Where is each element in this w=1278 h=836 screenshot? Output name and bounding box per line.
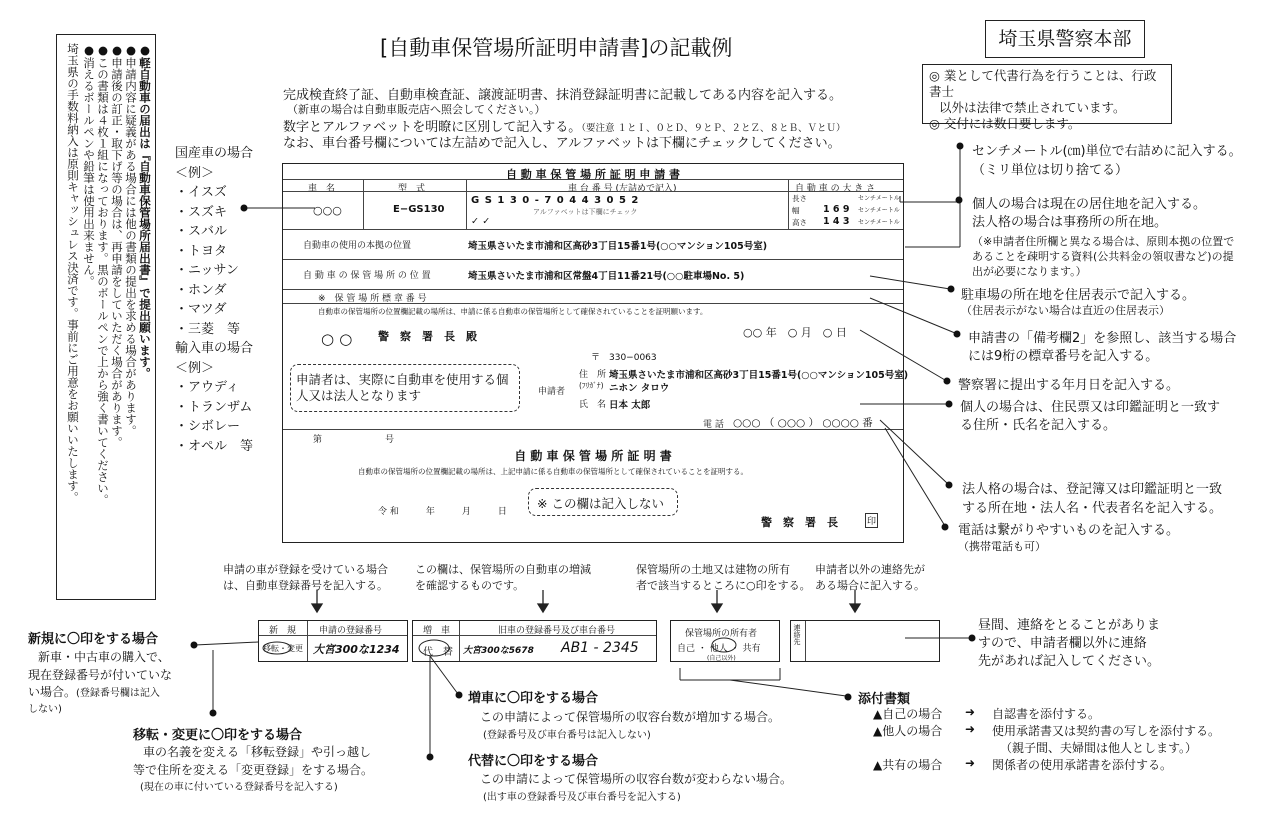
note-individual: る住所・氏名を記入する。	[960, 418, 1117, 433]
note-base-sub: あることを疎明する資料(公共料金の領収書など)の提	[972, 250, 1234, 263]
size-label-length: 長さ	[792, 194, 807, 203]
maker-item: ・スバル	[175, 224, 228, 239]
contact-note: 昼間、連絡をとることがありま	[978, 618, 1161, 633]
chassis-check: ✓ ✓	[471, 216, 491, 227]
certify-request: 自動車の保管場所の位置欄記載の場所は、申請に係る自動車の保管場所として確保されていることを証明願います。	[318, 307, 708, 316]
maker-item: ・マツダ	[175, 302, 227, 317]
col-model: 型 式	[398, 184, 426, 194]
attachment-shared-text: 関係者の使用承諾書を添付する。	[992, 758, 1173, 772]
car-name-value: ○○○	[313, 204, 342, 217]
box-owner-sub: (自己以外)	[707, 655, 736, 662]
note-owner: 保管場所の土地又は建物の所有	[636, 563, 790, 576]
note-registration: 申請の車が登録を受けている場合	[223, 563, 388, 576]
new-text: 新車・中古車の購入で、	[38, 650, 170, 664]
note-contact: 申請者以外の連絡先が	[815, 563, 925, 576]
note-contact: ある場合に記入する。	[815, 579, 925, 592]
note-storage: 駐車場の所在地を住居表示で記入する。	[961, 288, 1196, 303]
police-chief: 警 察 署 長	[761, 516, 838, 529]
notice-line-5: ●消えるボールペンや鉛筆は使用出来ません。	[82, 43, 96, 287]
maker-item: ・シボレー	[175, 419, 241, 434]
arrow-icon: ➜	[965, 756, 976, 770]
maker-item: ・トランザム	[175, 399, 253, 415]
maker-item: ・スズキ	[175, 204, 228, 220]
note-individual: 個人の場合は、住民票又は印鑑証明と一致す	[960, 400, 1221, 415]
maker-heading: 輸入車の場合	[175, 341, 254, 356]
note-mark: には9桁の標章番号を記入する。	[968, 349, 1159, 364]
note-corporate: する所在地・法人名・代表者名を記入する。	[962, 501, 1223, 516]
maker-example: ＜例＞	[175, 360, 215, 376]
postal-code: 〒 330−0063	[591, 353, 657, 363]
page-title: [自動車保管場所証明申請書]の記載例	[380, 36, 733, 60]
maker-item: ・オペル 等	[175, 438, 254, 454]
notice-line-6: 埼玉県の手数料納入は原則キャッシュレス決済です。事前にご用意をお願いいたします。	[66, 43, 80, 503]
chassis-value: G S 1 3 0 - 7 0 4 4 3 0 5 2	[471, 195, 640, 206]
attachment-shared: ▲共有の場合	[873, 758, 943, 772]
chassis-hint: アルファベットは下欄にチェック	[533, 208, 638, 216]
cert-number: 第 号	[313, 435, 395, 445]
police-hq-label: 埼玉県警察本部	[985, 20, 1145, 58]
box-owner-label: 保管場所の所有者	[685, 629, 758, 639]
warning-line: ◎ 交付には数日要します。	[929, 116, 1081, 131]
maker-heading: 国産車の場合	[175, 146, 254, 161]
size-value-width: 1 6 9	[823, 204, 850, 215]
mark-label: ※ 保 管 場 所 標 章 番 号	[318, 294, 427, 304]
storage-value: 埼玉県さいたま市浦和区常盤4丁目11番21号(○○駐車場No. 5)	[468, 271, 745, 282]
maker-item: ・ホンダ	[175, 282, 227, 298]
instruction-line: 完成検査終了証、自動車検査証、譲渡証明書、抹消登録証明書に記載してある内容を記入する。	[283, 88, 843, 103]
size-unit: センチメートル	[858, 219, 900, 226]
box-owner-options: 自己 ・ 他人 ・ 共有	[677, 644, 761, 654]
box-oldcar-regno: 大宮300な5678	[463, 646, 534, 656]
box-oldcar-label: 旧車の登録番号及び車台番号	[498, 626, 616, 636]
note-size: センチメートル(㎝)単位で右詰めに記入する。	[972, 144, 1242, 159]
col-car-name: 車 名	[308, 184, 336, 194]
furigana-label: (ﾌﾘｶﾞﾅ)	[579, 381, 604, 390]
address-value: 埼玉県さいたま市浦和区高砂3丁目15番1号(○○マンション105号室)	[609, 370, 909, 381]
note-base: 個人の場合は現在の居住地を記入する。	[972, 197, 1207, 212]
box-new-label: 新 規	[269, 626, 297, 636]
box-oldcar-chassis: AB1 - 2345	[561, 640, 639, 656]
name-value: 日本 太郎	[609, 400, 651, 411]
maker-example: ＜例＞	[175, 165, 215, 181]
warning-line: ◎ 業として代書行為を行うことは、行政書士	[929, 68, 1157, 99]
attachments-title: 添付書類	[858, 692, 911, 707]
note-increase: この欄は、保管場所の自動車の増減	[415, 563, 591, 576]
contact-note: すので、申請者欄以外に連絡	[978, 636, 1147, 651]
use-base-value: 埼玉県さいたま市浦和区高砂3丁目15番1号(○○マンション105号室)	[468, 241, 768, 252]
maker-item: ・トヨタ	[175, 243, 228, 259]
police-station-to: 警 察 署 長 殿	[378, 330, 477, 343]
move-text: 車の名義を変える「移転登録」や引っ越し	[143, 745, 372, 759]
size-unit: センチメートル	[858, 207, 900, 214]
arrow-icon: ➜	[965, 705, 976, 719]
replace-title: 代替に〇印をする場合	[468, 754, 599, 769]
seal-box: 印	[865, 513, 878, 528]
maker-item: ・アウディ	[175, 380, 239, 395]
phone-label: 電 話	[703, 420, 724, 430]
box-replace-label: 代 替	[423, 647, 453, 658]
size-unit: センチメートル	[858, 195, 900, 202]
applicant-label: 申請者	[538, 387, 566, 397]
furigana-value: ニホン タロウ	[609, 383, 670, 394]
applicant-note: 申請者は、実際に自動車を使用する個人又は法人となります	[290, 364, 520, 412]
instruction-note: （新車の場合は自動車販売店へ照会してください。）	[287, 103, 546, 116]
attachment-self: ▲自己の場合	[873, 707, 943, 721]
arrow-icon: ➜	[965, 722, 976, 736]
size-value-height: 1 4 3	[823, 216, 850, 227]
notice-line-1: ●軽自動車の届出は『自動車保管場所届出書』で提出願います。	[138, 43, 152, 379]
new-text: 現在登録番号が付いていな	[28, 668, 173, 682]
note-base-sub: （※申請者住所欄と異なる場合は、原則本拠の位置で	[972, 235, 1235, 248]
increase-title: 増車に〇印をする場合	[468, 691, 599, 706]
notice-line-3: ●申請後の訂正・取下げ等の場合は、再申請をしていただく場合があります。	[110, 43, 124, 448]
use-base-label: 自動車の使用の本拠の位置	[303, 241, 412, 251]
note-mark: 申請書の「備考欄2」を参照し、該当する場合	[968, 331, 1237, 346]
size-label-width: 幅	[792, 206, 800, 215]
box-regno-label: 申請の登録番号	[319, 626, 383, 636]
name-label: 氏 名	[579, 400, 607, 410]
attachment-other-text: 使用承諾書又は契約書の写しを添付する。	[992, 724, 1221, 738]
new-text: しない)	[28, 704, 62, 715]
note-size-sub: （ミリ単位は切り捨てる）	[972, 163, 1129, 178]
col-chassis: 車 台 番 号 (左詰めで記入)	[568, 184, 677, 194]
certificate-title: 自 動 車 保 管 場 所 証 明 書	[514, 449, 672, 463]
note-phone-sub: （携帯電話も可）	[958, 540, 1046, 553]
new-text: い場合。(登録番号欄は記入	[28, 685, 160, 699]
box-increase-label: 増 車	[423, 626, 451, 636]
maker-item: ・ニッサン	[175, 263, 239, 278]
attachment-self-text: 自認書を添付する。	[992, 707, 1101, 721]
new-title: 新規に〇印をする場合	[28, 632, 159, 647]
note-date: 警察署に提出する年月日を記入する。	[958, 378, 1180, 393]
move-title: 移転・変更に〇印をする場合	[133, 728, 303, 743]
note-increase: を確認するものです。	[415, 579, 525, 592]
era-date: 令 和 年 月 日	[378, 507, 507, 517]
maker-item: ・三菱 等	[175, 321, 241, 337]
application-date: ○○ 年 ○ 月 ○ 日	[743, 326, 847, 339]
instruction-line: 数字とアルファベットを明瞭に区別して記入する。（要注意 １とＩ、０とＤ、９とＰ、２とＺ、８とＢ、ＶとＵ）	[283, 120, 846, 135]
move-text: 等で住所を変える「変更登録」をする場合。	[133, 763, 374, 777]
maker-item: ・イスズ	[175, 185, 227, 200]
increase-text: この申請によって保管場所の収容台数が増加する場合。	[480, 710, 781, 724]
attachment-other: ▲他人の場合	[873, 724, 943, 738]
replace-text: (出す車の登録番号及び車台番号を記入する)	[483, 792, 681, 803]
box-regno-value: 大宮300な1234	[313, 643, 400, 656]
warning-line: 以外は法律で禁止されています。	[939, 100, 1126, 115]
increase-text: (登録番号及び車台番号は記入しない)	[483, 730, 651, 741]
note-storage-sub: （住居表示がない場合は直近の住居表示）	[961, 304, 1170, 317]
certificate-text: 自動車の保管場所の位置欄記載の場所は、上記申請に係る自動車の保管場所として確保されていることを証明する。	[358, 467, 748, 476]
note-owner: 者で該当するところに○印をする。	[636, 579, 811, 592]
phone-value: ○○○ （ ○○○ ） ○○○○ 番	[733, 417, 873, 429]
box-contact-label: 連絡先	[793, 624, 801, 645]
note-registration: は、自動車登録番号を記入する。	[223, 579, 388, 592]
police-station-prefix: ○ ○	[321, 330, 353, 348]
col-size: 自 動 車 の 大 き さ	[795, 184, 876, 194]
box-move-label: 移転・変更	[263, 644, 303, 653]
note-corporate: 法人格の場合は、登記簿又は印鑑証明と一致	[962, 482, 1223, 497]
form-header: 自 動 車 保 管 場 所 証 明 申 請 書	[505, 168, 681, 181]
attachment-other-note: （親子間、夫婦間は他人とします。）	[1000, 741, 1198, 755]
model-value: E−GS130	[393, 204, 445, 215]
contact-note: 先があれば記入してください。	[978, 654, 1161, 669]
address-label: 住 所	[579, 370, 607, 380]
notice-line-4: ●この書類は４枚１組になっております。黒のボールペンで上から強く書いてください。	[96, 43, 110, 506]
note-base-sub: 出が必要になります。）	[972, 265, 1087, 278]
storage-label: 自 動 車 の 保 管 場 所 の 位 置	[303, 271, 431, 281]
move-text: (現在の車に付いている登録番号を記入する)	[140, 782, 338, 793]
note-base: 法人格の場合は事務所の所在地。	[972, 215, 1168, 230]
replace-text: この申請によって保管場所の収容台数が変わらない場合。	[480, 772, 793, 786]
notice-line-2: ●申請内容に疑義がある場合には他の書類の提出を求める場合があります。	[124, 43, 138, 437]
instruction-line: なお、車台番号欄については左詰めで記入し、アルファベットは下欄にチェックしてください。	[283, 136, 841, 151]
note-phone: 電話は繋がりやすいものを記入する。	[958, 523, 1180, 538]
no-fill-note: ※ この欄は記入しない	[528, 488, 678, 516]
size-label-height: 高さ	[792, 218, 807, 227]
